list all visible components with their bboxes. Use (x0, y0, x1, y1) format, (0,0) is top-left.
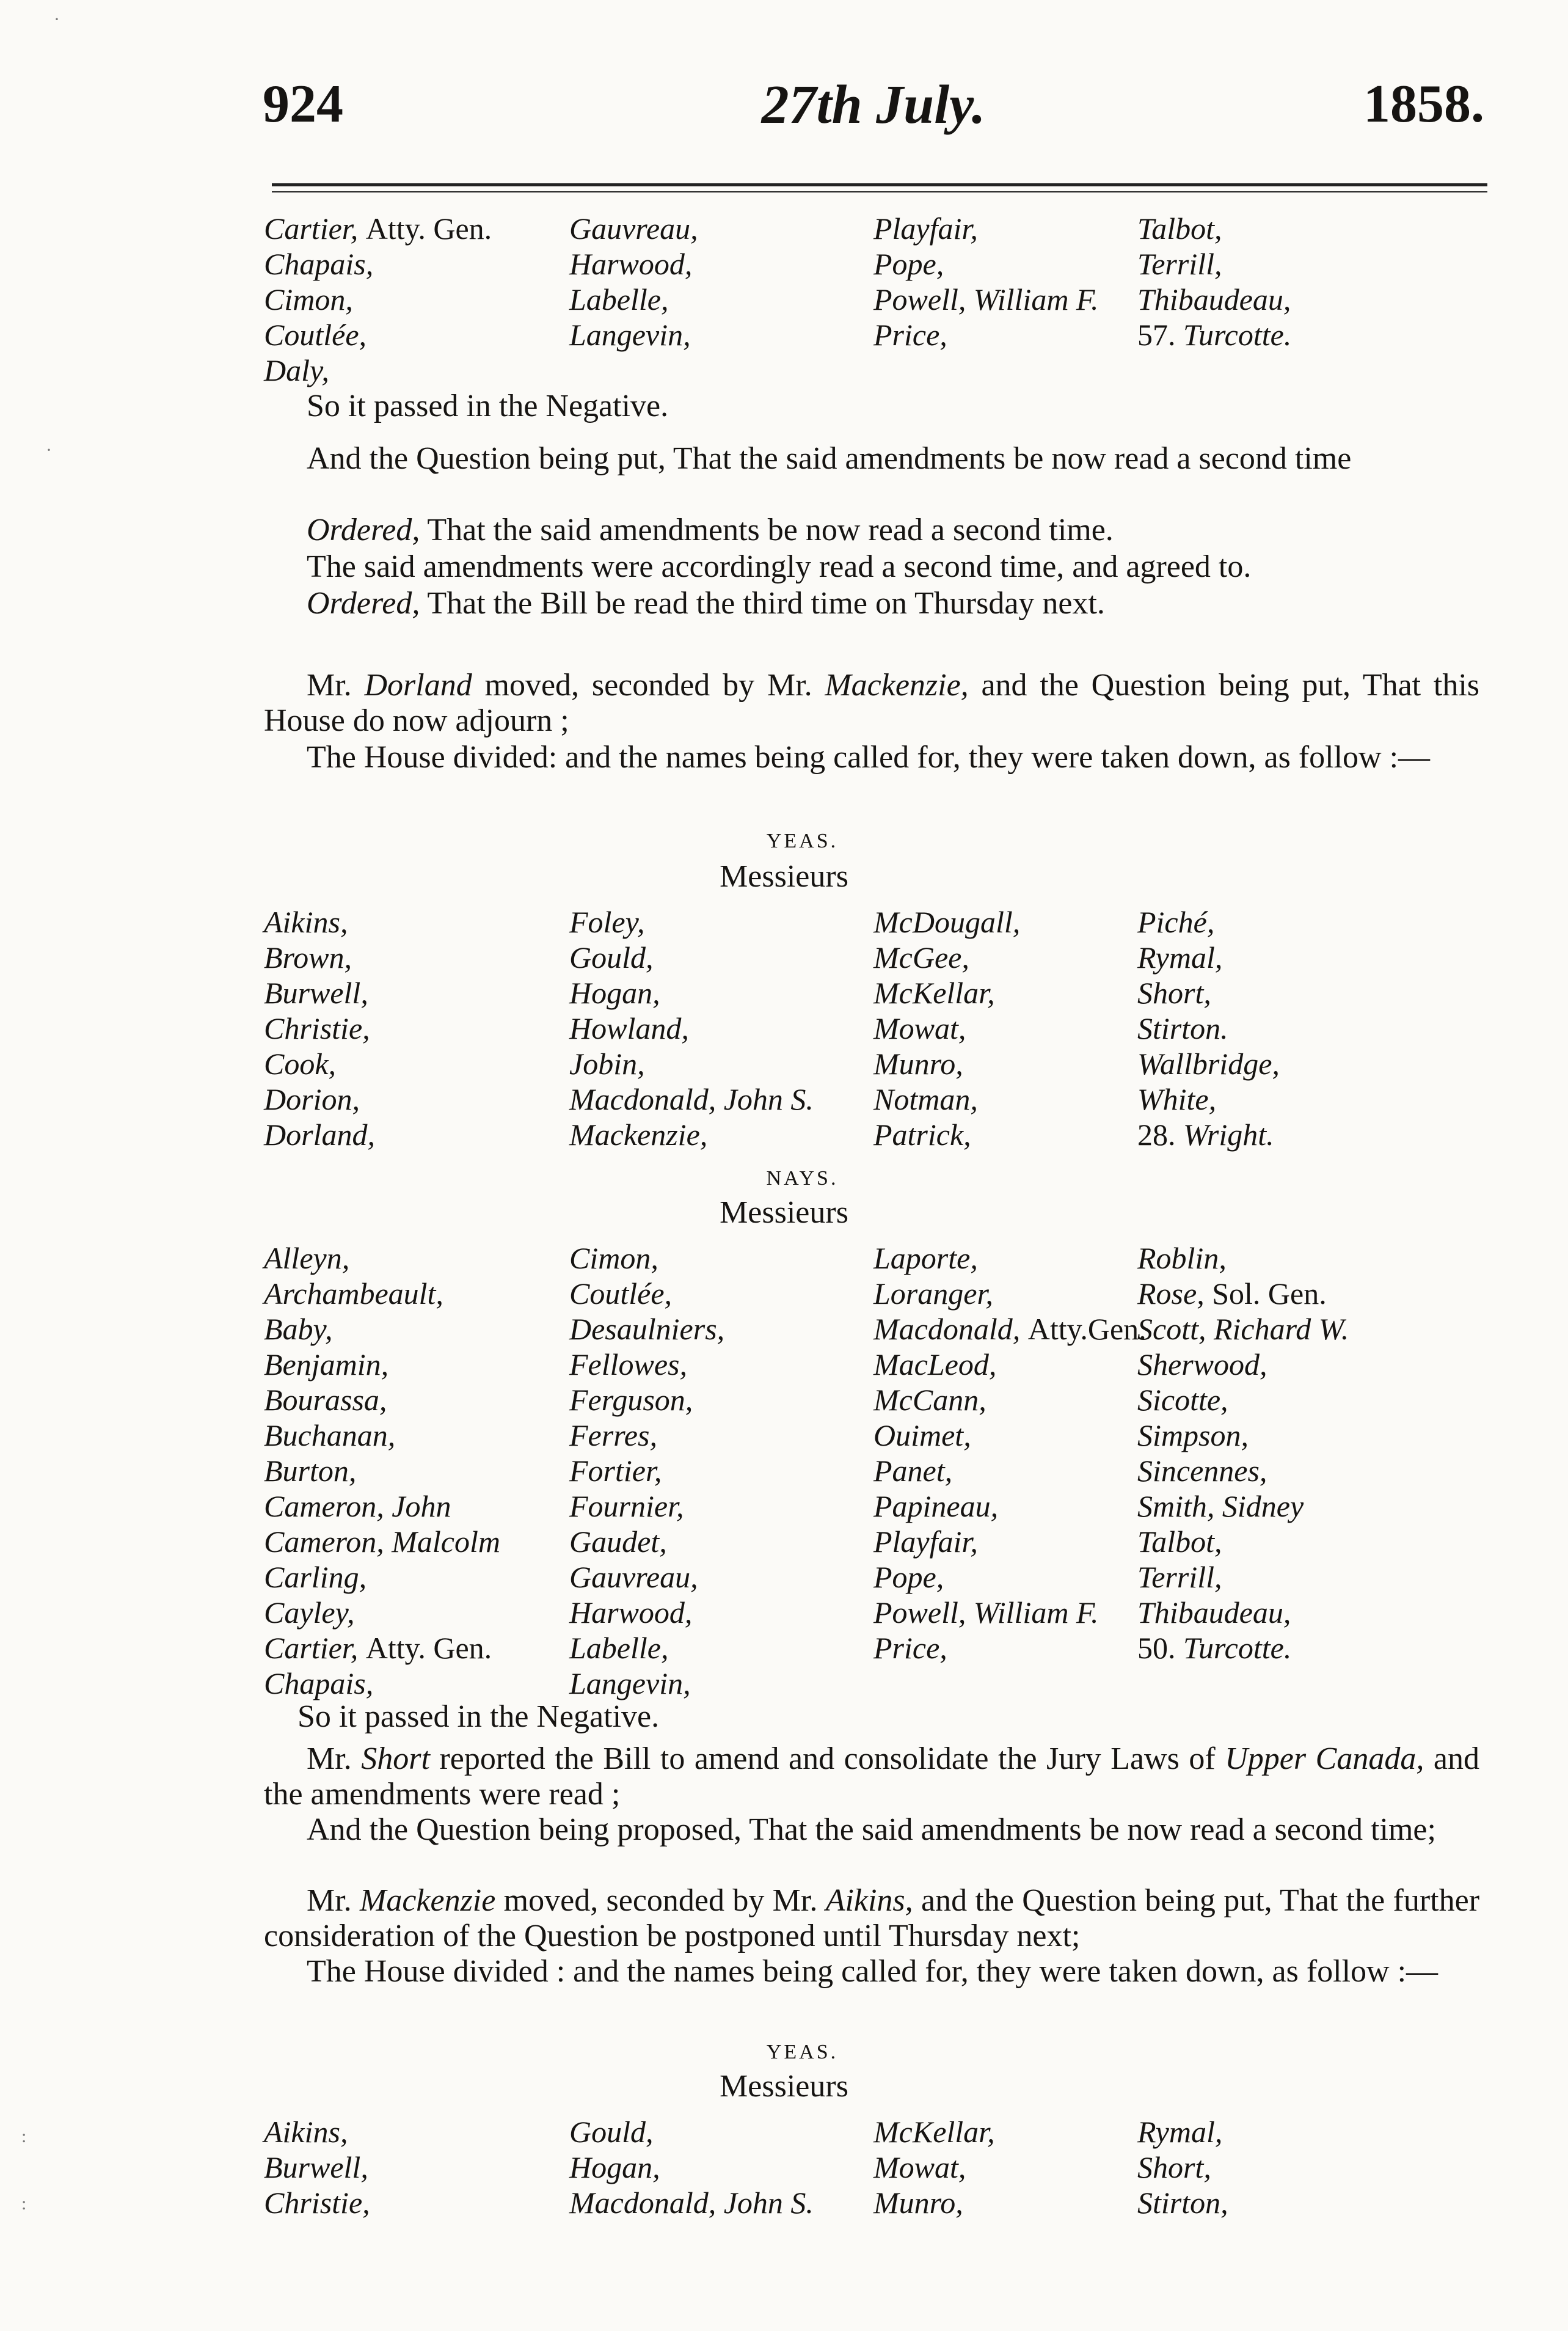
member-surname: Macdonald, (873, 1312, 1028, 1346)
member-name: Cameron, Malcolm (264, 1524, 500, 1559)
member-name: McDougall, (873, 905, 1021, 939)
member-name: Foley, (569, 905, 645, 939)
member-name: Scott, Richard W. (1137, 1312, 1349, 1346)
member-row (264, 940, 1479, 975)
member-row (264, 1011, 1479, 1046)
member-surname: Turcotte. (1183, 318, 1292, 352)
page-date: 27th July. (761, 75, 986, 135)
member-name: Laporte, (873, 1241, 978, 1275)
member-row (264, 1276, 1479, 1311)
page-year: 1858. (1363, 75, 1484, 134)
member-name: Munro, (873, 1047, 963, 1081)
member-row (264, 2185, 1479, 2220)
adjourn-motion-paragraph (264, 668, 1479, 739)
member-name: Gaudet, (569, 1524, 667, 1559)
ordered-word: Ordered, (307, 586, 420, 621)
member-name (1137, 1630, 1291, 1666)
amendments-read-paragraph: The said amendments were accordingly read a second time, and agreed to. (307, 549, 1252, 584)
member-name: Munro, (873, 2186, 963, 2220)
yeas-label: YEAS. (766, 2041, 839, 2063)
messieurs-label: Messieurs (720, 1195, 848, 1230)
report-text: Mr. (307, 1741, 362, 1776)
member-name: Brown, (264, 940, 352, 975)
member-name: White, (1137, 1082, 1217, 1116)
member-name: Short, (1137, 2150, 1211, 2184)
member-name: Talbot, (1137, 211, 1222, 246)
member-name: Macdonald, John S. (569, 1082, 814, 1116)
member-name: Burton, (264, 1454, 357, 1488)
member-name (1137, 1117, 1274, 1152)
member-name: Dorland (364, 668, 472, 703)
member-name: Thibaudeau, (1137, 282, 1291, 317)
member-row (264, 975, 1479, 1011)
header-rule-thick (272, 183, 1487, 186)
nays-list (264, 1240, 1479, 1701)
member-name: Price, (873, 318, 947, 352)
member-name: Carling, (264, 1560, 367, 1594)
member-name: Playfair, (873, 1524, 978, 1559)
member-name: Desaulniers, (569, 1312, 725, 1346)
member-row (264, 1453, 1479, 1488)
member-name: Labelle, (569, 1631, 669, 1665)
division-paragraph-1: The House divided: and the names being called for, they were taken down, as follow :— (307, 740, 1431, 775)
member-name: Mackenzie, (569, 1118, 708, 1152)
messieurs-label: Messieurs (720, 859, 848, 894)
member-name: Bourassa, (264, 1383, 387, 1417)
member-name: Notman, (873, 1082, 978, 1116)
member-name: McGee, (873, 940, 969, 975)
member-name: Short (361, 1741, 430, 1776)
member-name: Buchanan, (264, 1418, 396, 1452)
member-name: Ferguson, (569, 1383, 693, 1417)
member-row (264, 317, 1479, 353)
member-name: Benjamin, (264, 1347, 389, 1381)
member-name: Talbot, (1137, 1524, 1222, 1559)
member-name: Chapais, (264, 247, 374, 281)
member-surname: Cartier, (264, 211, 366, 246)
proposed-paragraph: And the Question being proposed, That the said amendments be now read a second time; (307, 1812, 1436, 1847)
header-rule-thin (272, 191, 1487, 192)
member-name: Howland, (569, 1011, 689, 1045)
member-name: Fortier, (569, 1454, 662, 1488)
member-name: Fellowes, (569, 1347, 688, 1381)
page-header (263, 73, 1484, 141)
member-name: Ferres, (569, 1418, 657, 1452)
member-name: McKellar, (873, 2115, 995, 2149)
report-text: and the amendments were read ; (264, 1741, 1479, 1812)
division-paragraph-2: The House divided : and the names being called for, they were taken down, as follow :— (307, 1954, 1439, 1989)
member-row (264, 1311, 1479, 1347)
vote-count: 50. (1137, 1631, 1183, 1665)
margin-speck: : (21, 2126, 27, 2146)
member-name: Harwood, (569, 247, 693, 281)
member-name (873, 1311, 1147, 1347)
report-text: reported the Bill to amend and consolidate the Jury Laws of (429, 1741, 1225, 1776)
ordered-text: That the Bill be read the third time on Thursday next. (420, 586, 1105, 621)
member-name: Mackenzie (360, 1883, 496, 1918)
ordered-paragraph-2 (307, 585, 1105, 621)
ordered-text: That the said amendments be now read a second time. (420, 513, 1114, 547)
member-name: Baby, (264, 1312, 333, 1346)
member-name: Chapais, (264, 1666, 374, 1700)
member-name: Rymal, (1137, 2115, 1223, 2149)
member-name: Powell, William F. (873, 282, 1099, 317)
member-name (1137, 1276, 1327, 1311)
member-surname: Turcotte. (1183, 1631, 1292, 1665)
member-row (264, 246, 1479, 282)
member-name: Hogan, (569, 2150, 660, 2184)
member-name: Alleyn, (264, 1241, 350, 1275)
member-name: McKellar, (873, 976, 995, 1010)
member-surname: Wright. (1183, 1118, 1274, 1152)
member-name: Labelle, (569, 282, 669, 317)
member-name: Stirton. (1137, 1011, 1228, 1045)
member-name: Cimon, (264, 282, 353, 317)
vote-count: 57. (1137, 318, 1183, 352)
member-name: Harwood, (569, 1595, 693, 1630)
member-name: Price, (873, 1631, 947, 1665)
member-name: Powell, William F. (873, 1595, 1099, 1630)
member-name (264, 211, 492, 246)
motion-text: Mr. (307, 668, 365, 703)
messieurs-label: Messieurs (720, 2069, 848, 2104)
member-name: Christie, (264, 2186, 370, 2220)
motion-text: Mr. (307, 1883, 360, 1918)
member-row (264, 1559, 1479, 1595)
margin-speck: · (46, 440, 52, 460)
member-row (264, 904, 1479, 940)
ordered-paragraph-1 (307, 512, 1114, 548)
member-name: Papineau, (873, 1489, 999, 1523)
member-name: Coutlée, (264, 318, 367, 352)
page-number: 924 (263, 75, 343, 134)
motion-text: moved, seconded by Mr. (472, 668, 825, 703)
member-name: Dorland, (264, 1118, 375, 1152)
member-name (1137, 317, 1291, 353)
member-name: Pope, (873, 1560, 944, 1594)
member-row (264, 1630, 1479, 1666)
member-name: Panet, (873, 1454, 953, 1488)
member-name: Terrill, (1137, 1560, 1222, 1594)
member-row (264, 1081, 1479, 1117)
member-name (264, 1630, 492, 1666)
member-name: Piché, (1137, 905, 1215, 939)
member-name: Burwell, (264, 976, 368, 1010)
office-title: Atty.Gen. (1027, 1312, 1147, 1346)
member-name: Macdonald, John S. (569, 2186, 814, 2220)
member-name: Stirton, (1137, 2186, 1228, 2220)
member-name: Sicotte, (1137, 1383, 1228, 1417)
member-name: Roblin, (1137, 1241, 1227, 1275)
nays-list-continued (264, 211, 1479, 388)
member-name: Burwell, (264, 2150, 368, 2184)
ordered-word: Ordered, (307, 513, 420, 547)
member-row (264, 1240, 1479, 1276)
office-title: Atty. Gen. (365, 211, 492, 246)
member-row (264, 211, 1479, 246)
negative-result-2: So it passed in the Negative. (297, 1699, 660, 1734)
member-name: Gauvreau, (569, 1560, 698, 1594)
member-name: Archambeault, (264, 1276, 443, 1311)
member-name: Loranger, (873, 1276, 993, 1311)
member-surname: Cartier, (264, 1631, 366, 1665)
member-name: Langevin, (569, 318, 691, 352)
member-name: Christie, (264, 1011, 370, 1045)
member-name: Gauvreau, (569, 211, 698, 246)
postpone-motion-paragraph (264, 1883, 1479, 1954)
member-name: Cimon, (569, 1241, 658, 1275)
member-name: Gould, (569, 2115, 654, 2149)
member-name: Ouimet, (873, 1418, 971, 1452)
member-row (264, 2150, 1479, 2185)
member-name: Cameron, John (264, 1489, 451, 1523)
member-surname: Rose, (1137, 1276, 1212, 1311)
member-name: MacLeod, (873, 1347, 997, 1381)
member-name: Cayley, (264, 1595, 355, 1630)
member-name: Thibaudeau, (1137, 1595, 1291, 1630)
office-title: Atty. Gen. (365, 1631, 492, 1665)
member-name: Daly, (264, 353, 329, 387)
member-name: Coutlée, (569, 1276, 673, 1311)
yeas-list (264, 904, 1479, 1152)
member-name: McCann, (873, 1383, 986, 1417)
member-name: Mowat, (873, 2150, 966, 2184)
member-name: Sincennes, (1137, 1454, 1267, 1488)
member-name: Hogan, (569, 976, 660, 1010)
yeas-label: YEAS. (766, 830, 839, 852)
member-row (264, 1595, 1479, 1630)
member-row (264, 1347, 1479, 1382)
member-name: Smith, Sidney (1137, 1489, 1304, 1523)
member-name: Aikins, (825, 1883, 913, 1918)
member-name: Short, (1137, 976, 1211, 1010)
member-name: Dorion, (264, 1082, 360, 1116)
member-row (264, 1524, 1479, 1559)
member-name: Langevin, (569, 1666, 691, 1700)
member-name: Mowat, (873, 1011, 966, 1045)
member-row (264, 1666, 1479, 1701)
member-name: Sherwood, (1137, 1347, 1267, 1381)
margin-speck: : (21, 2194, 27, 2214)
member-name: Playfair, (873, 211, 978, 246)
member-row (264, 282, 1479, 317)
member-name: Terrill, (1137, 247, 1222, 281)
vote-count: 28. (1137, 1118, 1183, 1152)
member-name: Aikins, (264, 2115, 348, 2149)
place-name: Upper Canada, (1225, 1741, 1424, 1776)
member-name: Cook, (264, 1047, 337, 1081)
motion-text: moved, seconded by Mr. (495, 1883, 826, 1918)
member-name: Simpson, (1137, 1418, 1249, 1452)
member-name: Rymal, (1137, 940, 1223, 975)
margin-speck: · (54, 9, 60, 29)
member-row (264, 1488, 1479, 1524)
member-name: Mackenzie, (825, 668, 969, 703)
member-row (264, 1382, 1479, 1418)
member-name: Aikins, (264, 905, 348, 939)
report-paragraph (264, 1741, 1479, 1812)
office-title: Sol. Gen. (1212, 1276, 1327, 1311)
member-row (264, 353, 1479, 388)
member-name: Fournier, (569, 1489, 684, 1523)
nays-label: NAYS. (766, 1167, 839, 1190)
motion-text: and the Question being put, That this House do now adjourn ; (264, 668, 1480, 738)
member-name: Wallbridge, (1137, 1047, 1280, 1081)
member-name: Patrick, (873, 1118, 971, 1152)
motion-text: and the Question being put, That the further consideration of the Question be postponed until Thursday next; (264, 1883, 1480, 1953)
member-row (264, 1418, 1479, 1453)
member-name: Jobin, (569, 1047, 645, 1081)
yeas-list (264, 2114, 1479, 2220)
member-name: Pope, (873, 247, 944, 281)
member-name: Gould, (569, 940, 654, 975)
question-paragraph: And the Question being put, That the said amendments be now read a second time (307, 441, 1352, 476)
member-row (264, 2114, 1479, 2150)
member-row (264, 1046, 1479, 1081)
member-row (264, 1117, 1479, 1152)
negative-result-1: So it passed in the Negative. (307, 389, 669, 423)
